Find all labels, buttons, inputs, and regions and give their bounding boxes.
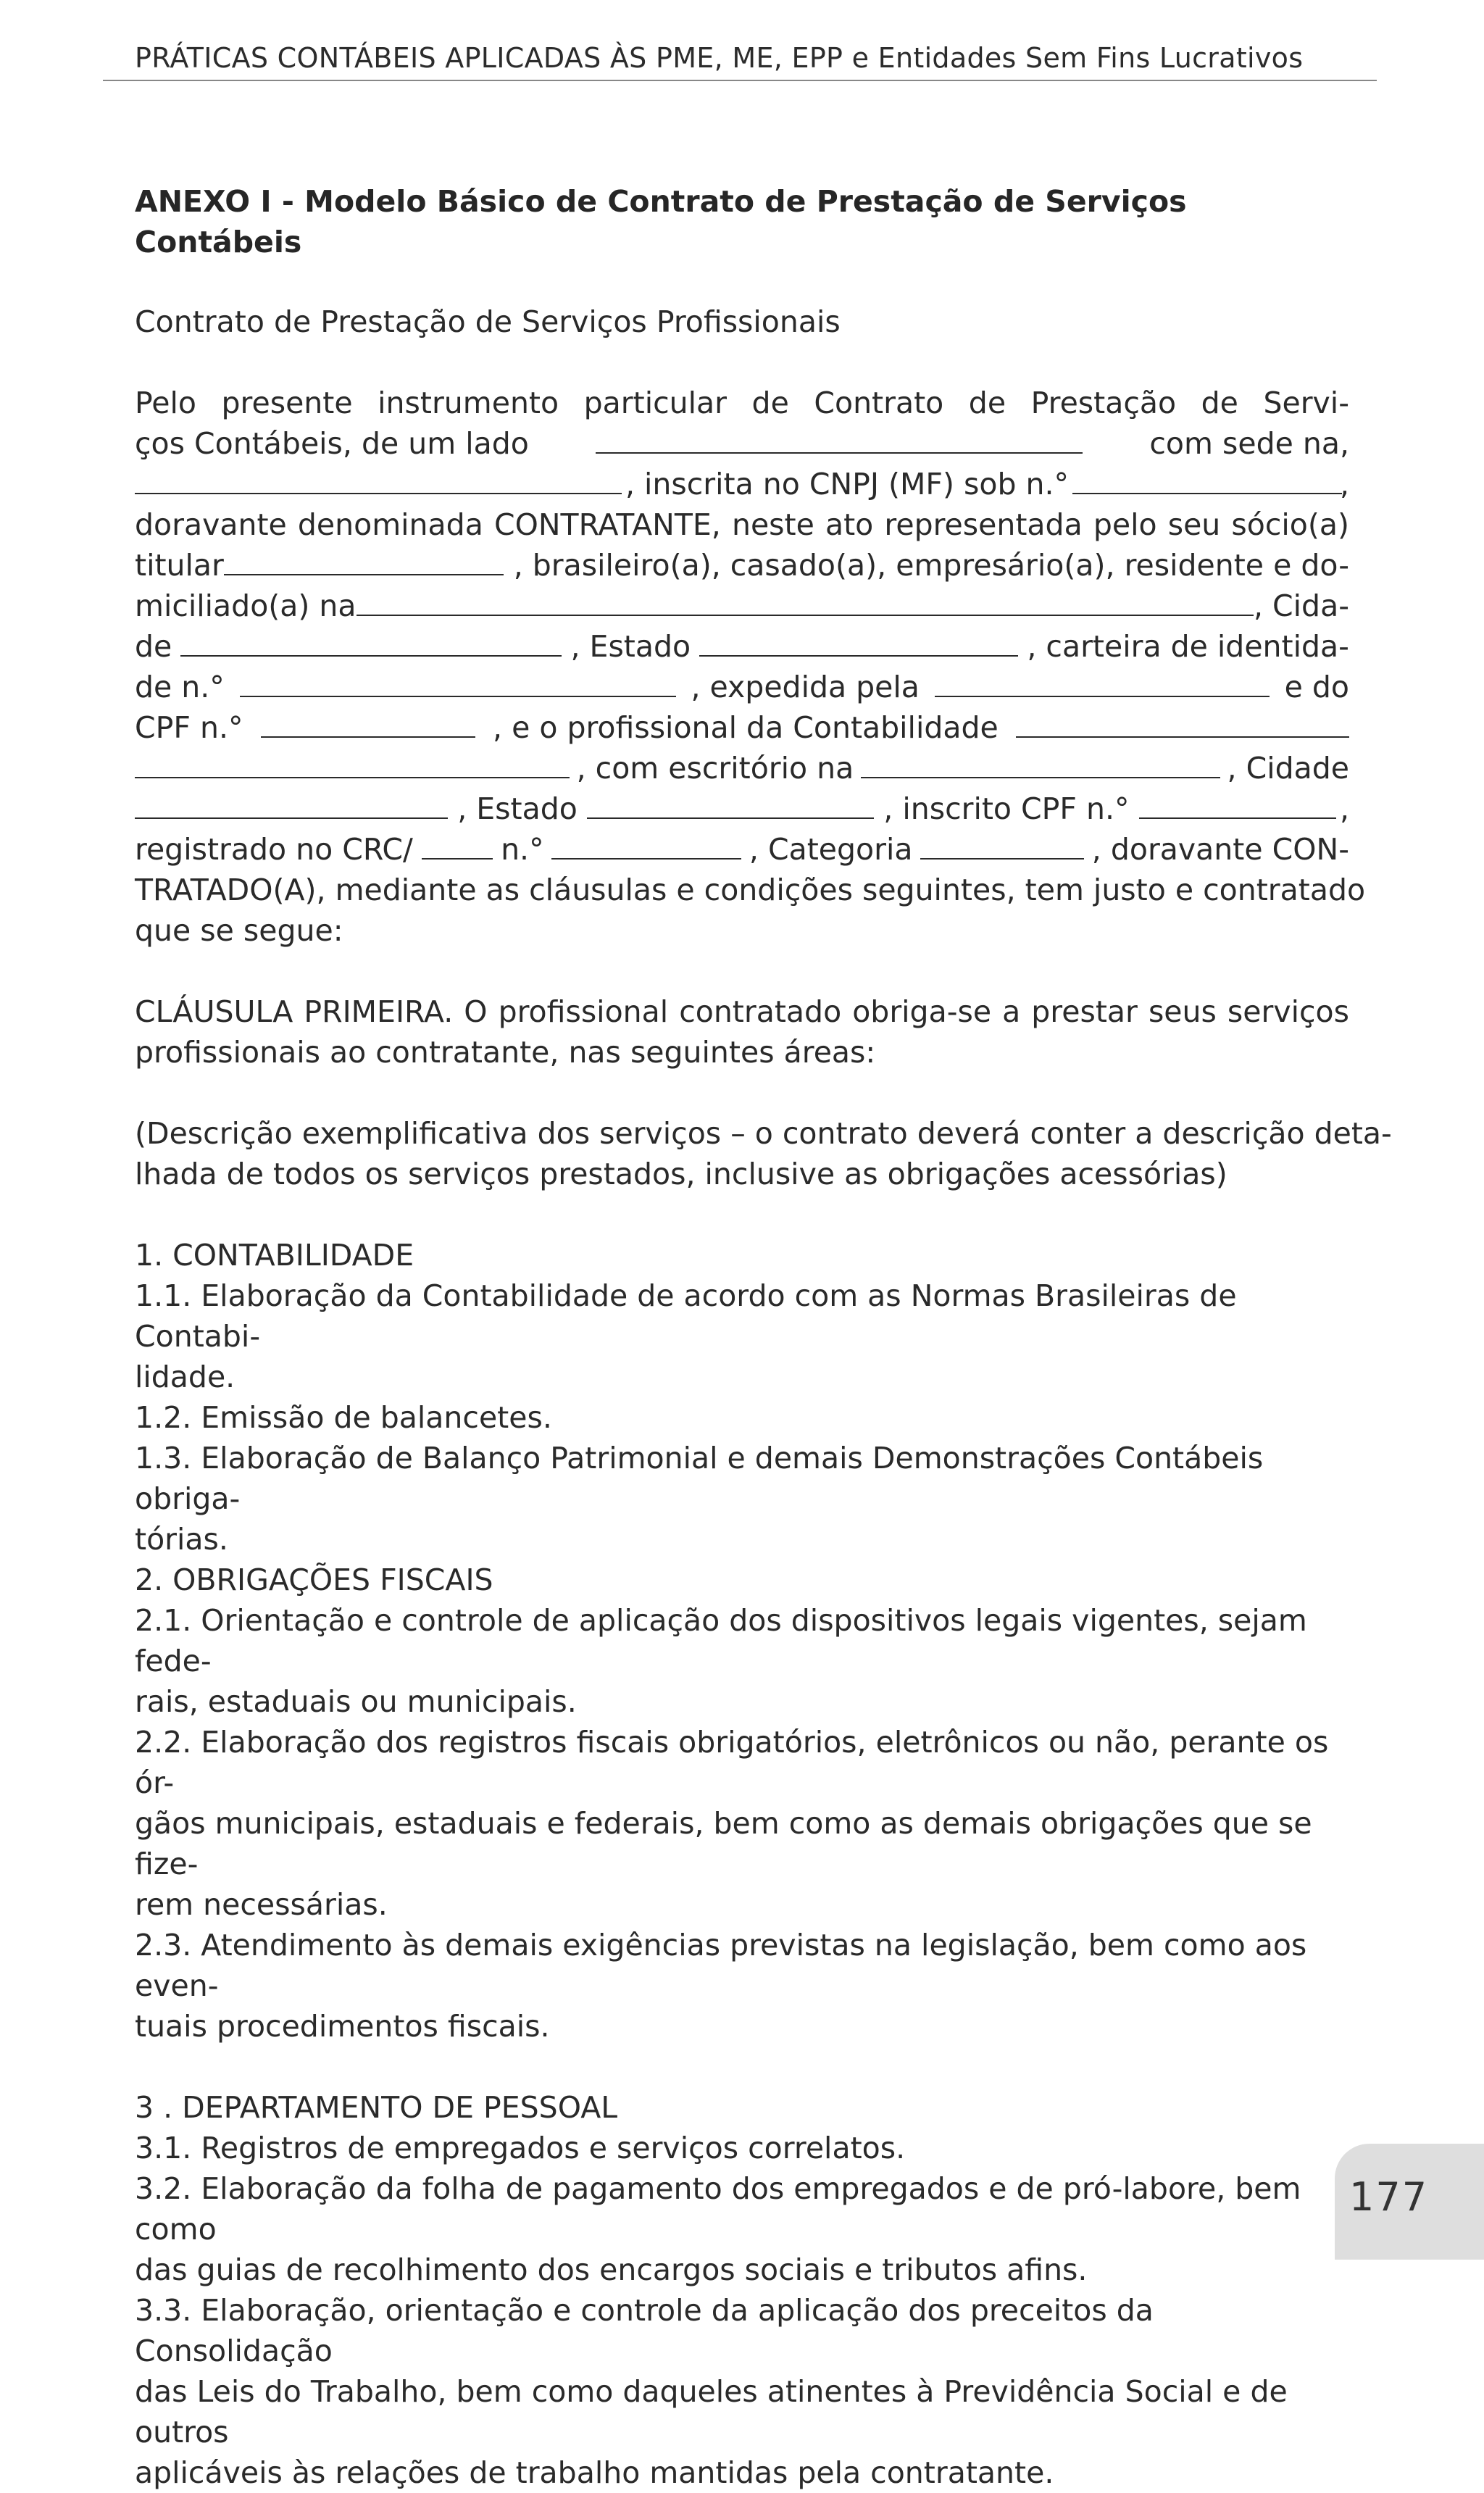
- list-item: 1.1. Elaboração da Contabilidade de acordo com as Normas Brasileiras de Contabi-: [135, 1278, 1237, 1354]
- preamble-text: , e o profissional da Contabilidade: [493, 710, 999, 745]
- preamble-line: [135, 383, 1349, 423]
- preamble-text: de n.°: [135, 670, 225, 704]
- professional-name-blank[interactable]: [1016, 712, 1349, 738]
- preamble: [135, 383, 1366, 951]
- preamble-text: , inscrita no CNPJ (MF) sob n.°: [625, 467, 1070, 501]
- preamble-line: [135, 423, 1349, 464]
- preamble-text: , brasileiro(a), casado(a), empresário(a), residente e do-: [513, 548, 1349, 583]
- clause-line: [135, 991, 1349, 1032]
- office-state-blank[interactable]: [587, 793, 874, 819]
- list-item: 1.2. Emissão de balancetes.: [135, 1400, 552, 1435]
- preamble-line: [135, 504, 1349, 545]
- preamble-text: n.°: [501, 832, 544, 867]
- address-blank[interactable]: [135, 468, 622, 494]
- clause-text: profissionais ao contratante, nas seguintes áreas:: [135, 1035, 876, 1070]
- professional-cpf-blank[interactable]: [1139, 793, 1336, 819]
- list-item: 3.2. Elaboração da folha de pagamento dos empregados e de pró-labore, bem como: [135, 2171, 1301, 2247]
- professional-name-cont-blank[interactable]: [135, 752, 570, 778]
- cnpj-blank[interactable]: [1072, 468, 1342, 494]
- list-item: tórias.: [135, 1522, 228, 1557]
- issuer-blank[interactable]: [935, 671, 1270, 697]
- services-list: [135, 1235, 1349, 2047]
- office-address-blank[interactable]: [861, 752, 1220, 778]
- note-text: (Descrição exemplificativa dos serviços – o contrato deverá conter a descrição deta-: [135, 1116, 1392, 1151]
- preamble-text: TRATADO(A), mediante as cláusulas e condições seguintes, tem justo e contratado: [135, 873, 1366, 907]
- preamble-text: , carteira de identida-: [1027, 629, 1349, 664]
- list-item: rais, estaduais ou municipais.: [135, 1684, 577, 1719]
- preamble-text: ,: [1339, 791, 1349, 826]
- city-blank[interactable]: [180, 630, 562, 657]
- list-item: aplicáveis às relações de trabalho mantidas pela contratante.: [135, 2455, 1054, 2490]
- id-number-blank[interactable]: [240, 671, 676, 697]
- list-item: 3.3. Elaboração, orientação e controle da aplicação dos preceitos da Consolidação: [135, 2293, 1154, 2368]
- crc-number-blank[interactable]: [551, 833, 741, 860]
- preamble-text: Pelo presente instrumento particular de Contrato de Prestação de Servi-: [135, 386, 1349, 420]
- preamble-text: registrado no CRC/: [135, 832, 413, 867]
- list-item: rem necessárias.: [135, 1887, 388, 1922]
- preamble-line: [135, 667, 1349, 707]
- list-item: 2.2. Elaboração dos registros fiscais obrigatórios, eletrônicos ou não, perante os ór-: [135, 1725, 1329, 1800]
- preamble-text: , doravante CON-: [1091, 832, 1349, 867]
- clause-one: [135, 991, 1349, 1073]
- spacer: [135, 1194, 1349, 1235]
- list-item: lidade.: [135, 1360, 235, 1394]
- preamble-line: [135, 545, 1349, 586]
- preamble-text: miciliado(a) na: [135, 588, 357, 623]
- spacer: [135, 951, 1349, 991]
- preamble-text: , inscrito CPF n.°: [883, 791, 1130, 826]
- preamble-text: e do: [1284, 670, 1349, 704]
- list-item: 2.1. Orientação e controle de aplicação dos dispositivos legais vigentes, sejam fede-: [135, 1603, 1307, 1678]
- cpf-blank[interactable]: [261, 712, 475, 738]
- preamble-line: [135, 788, 1349, 829]
- header-rule: [103, 80, 1377, 81]
- preamble-text: ços Contábeis, de um lado: [135, 426, 529, 461]
- preamble-line: [135, 829, 1349, 870]
- list-item: das Leis do Trabalho, bem como daqueles atinentes à Previdência Social e de outros: [135, 2374, 1288, 2450]
- preamble-line: [135, 707, 1349, 748]
- preamble-text: , Cidade: [1227, 751, 1349, 786]
- preamble-text: doravante denominada CONTRATANTE, neste ato representada pelo seu sócio(a): [135, 507, 1349, 542]
- note-text: lhada de todos os serviços prestados, inclusive as obrigações acessórias): [135, 1157, 1227, 1191]
- clause-text: CLÁUSULA PRIMEIRA. O profissional contratado obriga-se a prestar seus serviços: [135, 994, 1349, 1029]
- description-note: [135, 1113, 1392, 1194]
- list-item: 2. OBRIGAÇÕES FISCAIS: [135, 1562, 493, 1597]
- list-item: das guias de recolhimento dos encargos sociais e tributos afins.: [135, 2252, 1088, 2287]
- category-blank[interactable]: [920, 833, 1084, 860]
- office-city-blank[interactable]: [135, 793, 448, 819]
- spacer: [135, 2047, 1349, 2087]
- list-item: 3.1. Registros de empregados e serviços correlatos.: [135, 2131, 906, 2165]
- list-item: tuais procedimentos fiscais.: [135, 2009, 550, 2044]
- state-blank[interactable]: [699, 630, 1018, 657]
- clause-line: [135, 1032, 1349, 1073]
- preamble-line: [135, 910, 1349, 951]
- preamble-line: [135, 748, 1349, 788]
- preamble-text: com sede na,: [1149, 426, 1349, 461]
- annex-title: ANEXO I - Modelo Básico de Contrato de Prestação de Serviços Contábeis: [135, 184, 1187, 259]
- list-item: 3 . DEPARTAMENTO DE PESSOAL: [135, 2090, 618, 2125]
- preamble-text: de: [135, 629, 172, 664]
- contratante-name-blank[interactable]: [596, 428, 1083, 454]
- preamble-line: [135, 870, 1366, 910]
- preamble-line: [135, 464, 1349, 504]
- personnel-list: [135, 2087, 1349, 2493]
- list-item: 2.3. Atendimento às demais exigências previstas na legislação, bem como aos even-: [135, 1928, 1307, 2003]
- contract-subtitle: Contrato de Prestação de Serviços Profissionais: [135, 304, 841, 339]
- preamble-text: CPF n.°: [135, 710, 243, 745]
- residence-blank[interactable]: [357, 590, 1254, 616]
- page-number: 177: [1349, 2174, 1429, 2220]
- spacer: [135, 342, 1349, 383]
- preamble-line: [135, 586, 1349, 626]
- preamble-text: titular: [135, 548, 224, 583]
- spacer: [135, 1073, 1349, 1113]
- running-header: PRÁTICAS CONTÁBEIS APLICADAS ÀS PME, ME, EPP e Entidades Sem Fins Lucrativos: [135, 42, 1304, 74]
- preamble-text: , Estado: [457, 791, 578, 826]
- list-item: gãos municipais, estaduais e federais, bem como as demais obrigações que se fize-: [135, 1806, 1312, 1881]
- preamble-text: ,: [1339, 467, 1349, 501]
- preamble-text: que se segue:: [135, 913, 343, 948]
- preamble-text: , com escritório na: [576, 751, 854, 786]
- list-item: 1.3. Elaboração de Balanço Patrimonial e demais Demonstrações Contábeis obriga-: [135, 1441, 1264, 1516]
- note-line: [135, 1154, 1349, 1194]
- preamble-text: , expedida pela: [691, 670, 920, 704]
- note-line: [135, 1113, 1392, 1154]
- socio-name-blank[interactable]: [224, 549, 504, 575]
- preamble-text: , Categoria: [749, 832, 913, 867]
- list-item: 1. CONTABILIDADE: [135, 1238, 414, 1273]
- preamble-text: , Estado: [570, 629, 691, 664]
- crc-state-blank[interactable]: [422, 833, 493, 860]
- preamble-line: [135, 626, 1349, 667]
- preamble-text: , Cida-: [1253, 588, 1349, 623]
